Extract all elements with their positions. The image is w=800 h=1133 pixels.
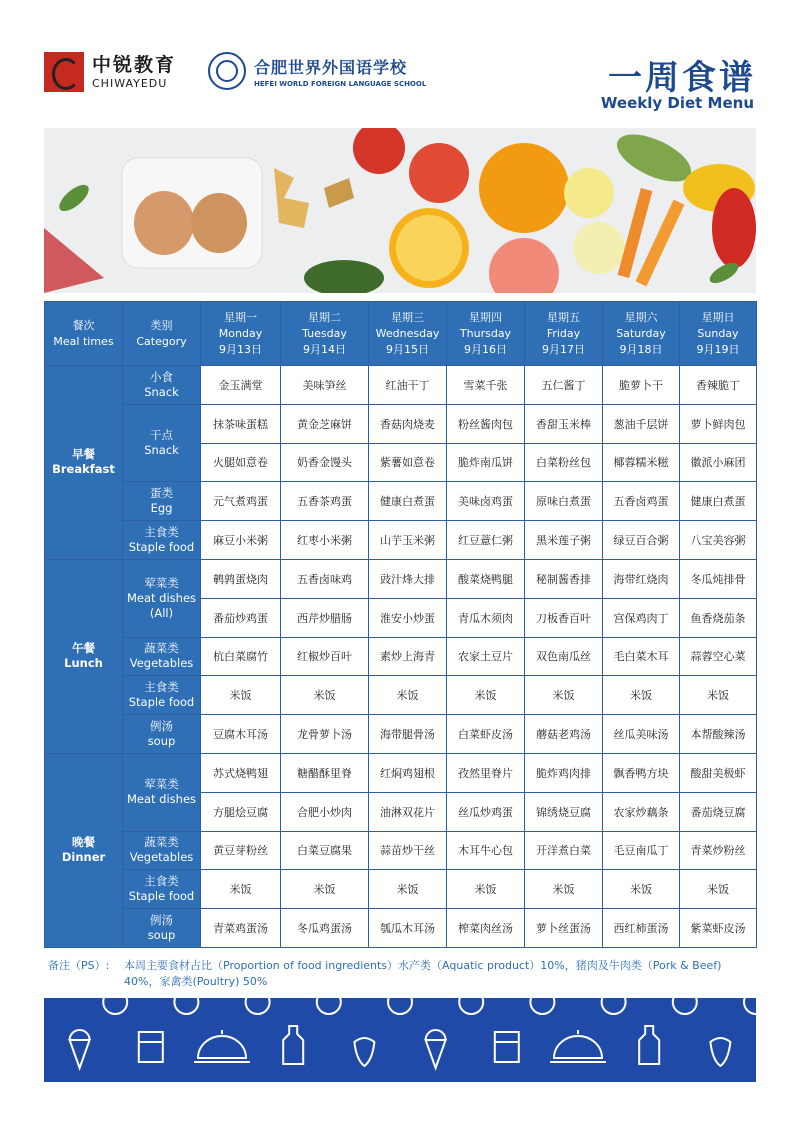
dish-cell: 椰蓉糯米糍 <box>603 443 680 482</box>
category-header-line: Category <box>136 334 187 348</box>
dish-cell: 红豆薏仁粥 <box>447 521 525 560</box>
dish-cell: 淮安小炒蛋 <box>369 598 447 637</box>
category-label-line: 主食类 <box>144 680 179 695</box>
dish-cell: 白菜虾皮汤 <box>447 715 525 754</box>
dish-cell: 雪菜千张 <box>447 366 525 405</box>
table-row <box>45 637 757 676</box>
day-cn: 星期六 <box>624 310 658 324</box>
meal-times-header-line: 餐次 <box>72 318 95 332</box>
pattern-dot <box>103 998 127 1014</box>
dish-cell: 米饭 <box>447 870 525 909</box>
pattern-dot <box>459 998 483 1014</box>
dish-cell: 米饭 <box>603 870 680 909</box>
day-date: 9月14日 <box>303 342 346 356</box>
weekly-menu-table <box>44 301 757 948</box>
day-header <box>447 302 525 366</box>
dish-cell: 粉丝酱肉包 <box>447 404 525 443</box>
dish-cell: 方腿烩豆腐 <box>201 792 281 831</box>
dish-cell: 八宝美容粥 <box>680 521 757 560</box>
day-en: Tuesday <box>302 326 347 340</box>
category-label-line: Egg <box>150 501 173 516</box>
footnote-text: 本周主要食材占比（Proportion of food ingredients）水产类（Aquatic product）10%，猪肉及牛肉类（Pork & Beef) 40%，家禽类(Poultry) 50% <box>124 959 722 988</box>
category-label-line: Staple food <box>128 540 195 555</box>
bottle-icon <box>283 1026 303 1064</box>
dish-cell: 海带红烧肉 <box>603 559 680 598</box>
dish-cell: 锦绣烧豆腐 <box>525 792 603 831</box>
dish-cell: 瓠瓜木耳汤 <box>369 909 447 948</box>
table-row <box>45 559 757 598</box>
day-date: 9月19日 <box>696 342 740 356</box>
dish-cell: 鹌鹑蛋烧肉 <box>201 559 281 598</box>
logo1-cn-text: 中锐教育 <box>92 53 177 76</box>
dish-cell: 萝卜丝蛋汤 <box>525 909 603 948</box>
dish-cell: 蒜苗炒干丝 <box>369 831 447 870</box>
chiwayedu-logo-mark <box>44 52 84 92</box>
category-cell <box>123 676 201 715</box>
pattern-dot <box>602 998 626 1014</box>
day-cn: 星期二 <box>308 310 341 324</box>
table-row <box>45 753 757 792</box>
table-row <box>45 404 757 443</box>
dish-cell: 香菇肉烧麦 <box>369 404 447 443</box>
dish-cell: 米饭 <box>201 676 281 715</box>
table-row <box>45 870 757 909</box>
day-header <box>281 302 369 366</box>
dish-cell: 蘑菇老鸡汤 <box>525 715 603 754</box>
dish-cell: 米饭 <box>680 676 757 715</box>
page-subtitle: Weekly Diet Menu <box>600 94 754 112</box>
footer-pattern <box>44 998 756 1082</box>
category-cell <box>123 870 201 909</box>
logo1-en-text: CHIWAYEDU <box>92 76 168 90</box>
food-illustration <box>44 128 756 293</box>
dish-cell: 五仁酱丁 <box>525 366 603 405</box>
day-header <box>525 302 603 366</box>
dish-cell: 红枣小米粥 <box>281 521 369 560</box>
school-logo <box>208 52 426 90</box>
table-row <box>45 909 757 948</box>
category-cell <box>123 909 201 948</box>
dish-cell: 徽派小麻团 <box>680 443 757 482</box>
school-seal-icon <box>208 52 246 90</box>
day-date: 9月18日 <box>619 342 663 356</box>
page-header <box>0 0 800 120</box>
category-cell <box>123 753 201 831</box>
dish-cell: 冬瓜炖排骨 <box>680 559 757 598</box>
meal-times-header <box>45 302 123 366</box>
dish-cell: 五香卤味鸡 <box>281 559 369 598</box>
day-en: Monday <box>218 326 263 340</box>
dish-cell: 葱油千层饼 <box>603 404 680 443</box>
footer-icons <box>44 998 756 1082</box>
dish-cell: 红焖鸡翅根 <box>369 753 447 792</box>
dish-cell: 山芋玉米粥 <box>369 521 447 560</box>
dish-cell: 蒜蓉空心菜 <box>680 637 757 676</box>
dish-cell: 西红柿蛋汤 <box>603 909 680 948</box>
meal-cell <box>45 559 123 753</box>
table-row <box>45 831 757 870</box>
dish-cell: 奶香金馒头 <box>281 443 369 482</box>
dish-cell: 榨菜肉丝汤 <box>447 909 525 948</box>
coffee-cup-icon <box>495 1032 519 1062</box>
dish-cell: 麻豆小米粥 <box>201 521 281 560</box>
category-label-line: 小食 <box>150 369 173 384</box>
day-date: 9月13日 <box>219 342 262 356</box>
day-en: Friday <box>546 326 581 340</box>
dish-cell: 毛豆南瓜丁 <box>603 831 680 870</box>
dish-cell: 海带腿骨汤 <box>369 715 447 754</box>
coffee-cup-icon <box>139 1032 163 1062</box>
pattern-dot <box>174 998 198 1014</box>
dish-cell: 鱼香烧茄条 <box>680 598 757 637</box>
ice-cream-icon <box>426 1030 446 1068</box>
cloche-icon <box>550 1030 606 1062</box>
day-en: Sunday <box>697 326 739 340</box>
category-label-line: 主食类 <box>144 874 179 889</box>
cloche-icon <box>194 1030 250 1062</box>
category-label-line: Meat dishes <box>126 792 197 807</box>
table-row <box>45 676 757 715</box>
dish-cell: 红油干丁 <box>369 366 447 405</box>
dish-cell: 龙骨萝卜汤 <box>281 715 369 754</box>
dish-cell: 毛白菜木耳 <box>603 637 680 676</box>
dish-cell: 米饭 <box>369 676 447 715</box>
category-label-line: (All) <box>149 605 174 620</box>
meal-cell <box>45 753 123 947</box>
category-cell <box>123 482 201 521</box>
pattern-dot <box>317 998 341 1014</box>
category-label-line: 例汤 <box>150 913 173 928</box>
dish-cell: 黄豆芽粉丝 <box>201 831 281 870</box>
category-label-line: Snack <box>144 443 179 458</box>
dish-cell: 丝瓜美味汤 <box>603 715 680 754</box>
dish-cell: 脆炸鸡肉排 <box>525 753 603 792</box>
category-header-line: 类别 <box>150 318 173 332</box>
dish-cell: 美味笋丝 <box>281 366 369 405</box>
dish-cell: 健康白煮蛋 <box>369 482 447 521</box>
dish-cell: 米饭 <box>447 676 525 715</box>
dish-cell: 米饭 <box>680 870 757 909</box>
pattern-dot <box>388 998 412 1014</box>
day-cn: 星期一 <box>224 310 257 324</box>
dish-cell: 杭白菜腐竹 <box>201 637 281 676</box>
table-row <box>45 521 757 560</box>
dish-cell: 农家土豆片 <box>447 637 525 676</box>
category-label-line: soup <box>147 734 176 749</box>
dish-cell: 合肥小炒肉 <box>281 792 369 831</box>
day-date: 9月15日 <box>386 342 429 356</box>
meal-cn: 午餐 <box>72 641 95 656</box>
dish-cell: 青瓜木须肉 <box>447 598 525 637</box>
dish-cell: 秘制酱香排 <box>525 559 603 598</box>
dish-cell: 米饭 <box>525 870 603 909</box>
strawberry-icon <box>354 1038 374 1066</box>
dish-cell: 白菜粉丝包 <box>525 443 603 482</box>
category-label-line: 干点 <box>150 428 173 443</box>
dish-cell: 健康白煮蛋 <box>680 482 757 521</box>
dish-cell: 米饭 <box>201 870 281 909</box>
dish-cell: 开洋煮白菜 <box>525 831 603 870</box>
dish-cell: 糖醋酥里脊 <box>281 753 369 792</box>
dish-cell: 冬瓜鸡蛋汤 <box>281 909 369 948</box>
category-cell <box>123 366 201 405</box>
meal-en: Dinner <box>61 850 106 865</box>
dish-cell: 米饭 <box>603 676 680 715</box>
strawberry-icon <box>710 1038 730 1066</box>
dish-cell: 米饭 <box>369 870 447 909</box>
day-header <box>369 302 447 366</box>
day-cn: 星期日 <box>701 310 735 324</box>
dish-cell: 番茄烧豆腐 <box>680 792 757 831</box>
day-en: Thursday <box>459 326 512 340</box>
category-header <box>123 302 201 366</box>
category-cell <box>123 559 201 637</box>
dish-cell: 五香卤鸡蛋 <box>603 482 680 521</box>
category-label-line: Meat dishes <box>126 590 197 605</box>
meal-en: Breakfast <box>52 462 115 477</box>
table-row <box>45 715 757 754</box>
dish-cell: 宫保鸡肉丁 <box>603 598 680 637</box>
dish-cell: 紫薯如意卷 <box>369 443 447 482</box>
dish-cell: 美味卤鸡蛋 <box>447 482 525 521</box>
category-cell <box>123 521 201 560</box>
dish-cell: 五香茶鸡蛋 <box>281 482 369 521</box>
dish-cell: 元气煮鸡蛋 <box>201 482 281 521</box>
dish-cell: 西芹炒腊肠 <box>281 598 369 637</box>
dish-cell: 双色南瓜丝 <box>525 637 603 676</box>
dish-cell: 豉汁烽大排 <box>369 559 447 598</box>
dish-cell: 脆萝卜干 <box>603 366 680 405</box>
dish-cell: 绿豆百合粥 <box>603 521 680 560</box>
day-en: Saturday <box>616 326 666 340</box>
dish-cell: 豆腐木耳汤 <box>201 715 281 754</box>
category-label-line: 蛋类 <box>150 486 173 501</box>
ice-cream-icon <box>70 1030 90 1068</box>
meal-cn: 早餐 <box>72 447 95 462</box>
school-name-en: HEFEI WORLD FOREIGN LANGUAGE SCHOOL <box>254 79 427 88</box>
category-label-line: 主食类 <box>144 525 179 540</box>
footnote-label: 备注（PS）: <box>48 959 110 972</box>
category-cell <box>123 637 201 676</box>
day-cn: 星期五 <box>547 310 580 324</box>
pattern-dot <box>744 998 756 1014</box>
dish-cell: 萝卜鲜肉包 <box>680 404 757 443</box>
category-label-line: 荤菜类 <box>144 777 179 792</box>
dish-cell: 青菜鸡蛋汤 <box>201 909 281 948</box>
table-row <box>45 366 757 405</box>
dish-cell: 苏式烧鸭翅 <box>201 753 281 792</box>
dish-cell: 本帮酸辣汤 <box>680 715 757 754</box>
category-label-line: 蔬菜类 <box>144 835 179 850</box>
category-cell <box>123 831 201 870</box>
dish-cell: 抹茶味蛋糕 <box>201 404 281 443</box>
category-label-line: 例汤 <box>150 719 173 734</box>
dish-cell: 木耳牛心包 <box>447 831 525 870</box>
dish-cell: 孜然里脊片 <box>447 753 525 792</box>
dish-cell: 油淋双花片 <box>369 792 447 831</box>
dish-cell: 白菜豆腐果 <box>281 831 369 870</box>
dish-cell: 农家炒藕条 <box>603 792 680 831</box>
school-name-cn: 合肥世界外国语学校 <box>254 57 408 77</box>
header-row <box>45 302 757 366</box>
pattern-dot <box>530 998 554 1014</box>
dish-cell: 黄金芝麻饼 <box>281 404 369 443</box>
meal-en: Lunch <box>64 656 103 671</box>
category-cell <box>123 715 201 754</box>
day-header <box>201 302 281 366</box>
dish-cell: 香甜玉米棒 <box>525 404 603 443</box>
day-date: 9月16日 <box>464 342 507 356</box>
dish-cell: 米饭 <box>525 676 603 715</box>
dish-cell: 酸菜烧鸭腿 <box>447 559 525 598</box>
table-row <box>45 482 757 521</box>
dish-cell: 番茄炒鸡蛋 <box>201 598 281 637</box>
category-label-line: 蔬菜类 <box>144 641 179 656</box>
day-en: Wednesday <box>375 326 440 340</box>
pattern-dot <box>246 998 270 1014</box>
dish-cell: 飘香鸭方块 <box>603 753 680 792</box>
category-label-line: Vegetables <box>129 850 194 865</box>
dish-cell: 素炒上海青 <box>369 637 447 676</box>
day-header <box>603 302 680 366</box>
dish-cell: 刀板香百叶 <box>525 598 603 637</box>
dish-cell: 酸甜美极虾 <box>680 753 757 792</box>
dish-cell: 青菜炒粉丝 <box>680 831 757 870</box>
pattern-dot <box>673 998 697 1014</box>
food-banner-image <box>44 128 756 293</box>
dish-cell: 黑米莲子粥 <box>525 521 603 560</box>
dish-cell: 米饭 <box>281 676 369 715</box>
category-label-line: Staple food <box>128 695 195 710</box>
category-label-line: Snack <box>144 384 179 399</box>
page-title: 一周食谱 <box>608 58 756 98</box>
meal-cell <box>45 366 123 560</box>
dish-cell: 红椒炒百叶 <box>281 637 369 676</box>
meal-cn: 晚餐 <box>72 835 95 850</box>
day-cn: 星期三 <box>391 310 424 324</box>
dish-cell: 原味白煮蛋 <box>525 482 603 521</box>
dish-cell: 脆炸南瓜饼 <box>447 443 525 482</box>
day-header <box>680 302 757 366</box>
dish-cell: 香辣脆丁 <box>680 366 757 405</box>
bottle-icon <box>639 1026 659 1064</box>
dish-cell: 火腿如意卷 <box>201 443 281 482</box>
category-label-line: soup <box>147 928 176 943</box>
category-label-line: Staple food <box>128 889 195 904</box>
category-label-line: 荤菜类 <box>144 575 179 590</box>
dish-cell: 金玉满堂 <box>201 366 281 405</box>
category-label-line: Vegetables <box>129 656 194 671</box>
meal-times-header-line: Meal times <box>53 334 114 348</box>
day-date: 9月17日 <box>542 342 585 356</box>
day-cn: 星期四 <box>469 310 502 324</box>
category-cell <box>123 404 201 482</box>
dish-cell: 米饭 <box>281 870 369 909</box>
dish-cell: 丝瓜炒鸡蛋 <box>447 792 525 831</box>
dish-cell: 紫菜虾皮汤 <box>680 909 757 948</box>
chiwayedu-logo <box>44 52 176 92</box>
